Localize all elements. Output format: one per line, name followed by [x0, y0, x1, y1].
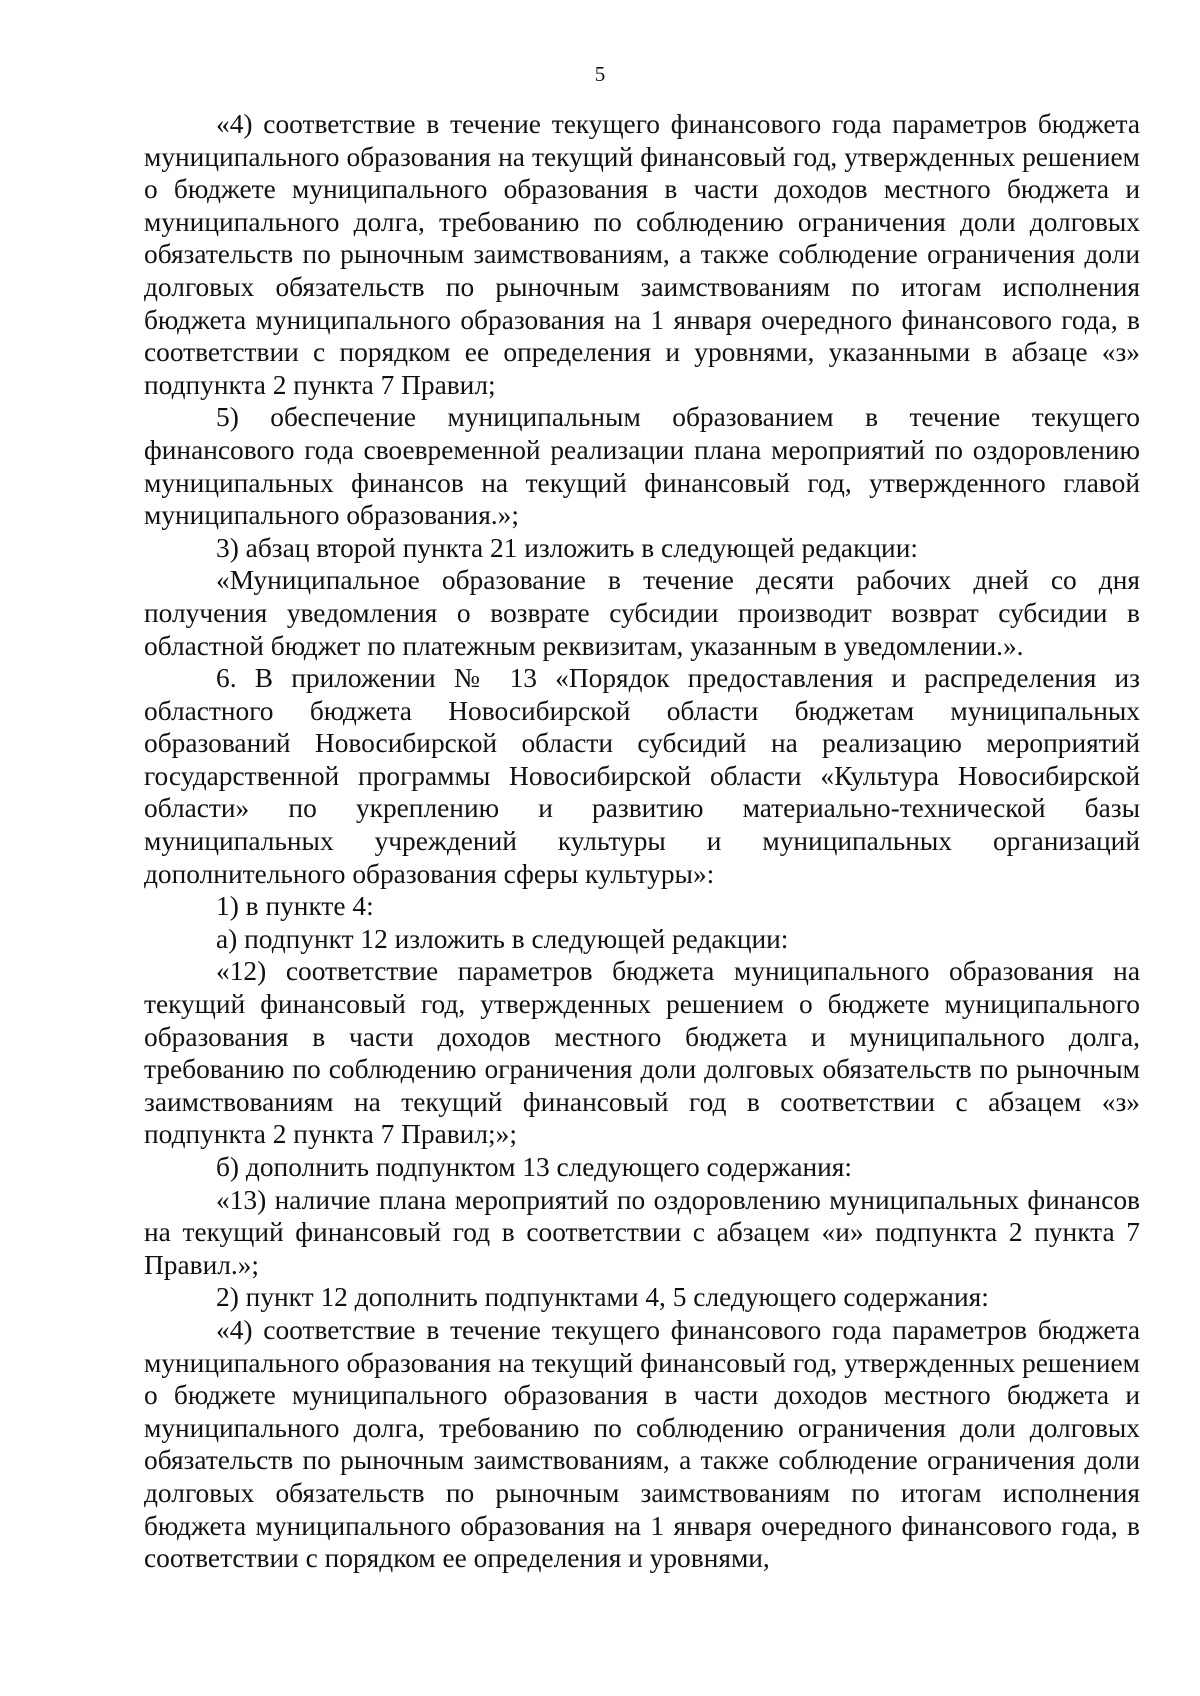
paragraph-subitem-a: а) подпункт 12 изложить в следующей редакции: — [216, 923, 789, 954]
paragraph-item-5-recovery-plan: 5) обеспечение муниципальным образованием в течение текущего финансового года своевременной реализации плана мероприятий по оздоровлению муниципальных финансов на текущий финансовый год, утвержденного главой муниципального образования.»; — [144, 402, 1140, 531]
paragraph-item-2-point-12: 2) пункт 12 дополнить подпунктами 4, 5 следующего содержания: — [216, 1282, 989, 1313]
paragraph-item-12-compliance: «12) соответствие параметров бюджета муниципального образования на текущий финансовый год, утвержденных решением о бюджете муниципального образования в части доходов местного бюджета и муниципального долга, требованию по соблюдению ограничения доли долговых обязательств по рыночным заимствованиям на текущий финансовый год в соответствии с абзацем «з» подпункта 2 пункта 7 Правил;»; — [144, 956, 1140, 1150]
paragraph-item-3-amend-clause-21: 3) абзац второй пункта 21 изложить в следующей редакции: — [216, 532, 918, 563]
paragraph-subitem-b: б) дополнить подпунктом 13 следующего содержания: — [216, 1152, 853, 1182]
document-body — [144, 108, 1140, 1575]
paragraph-item-1-point-4: 1) в пункте 4: — [216, 891, 374, 922]
paragraph-section-6-appendix-13: 6. В приложении № 13 «Порядок предоставления и распределения из областного бюджета Новосибирской области бюджетам муниципальных образований Новосибирской области субсидий на реализацию мероприятий государственной программы Новосибирской области «Культура Новосибирской области» по укреплению и развитию материально-технической базы муниципальных учреждений культуры и муниципальных организаций дополнительного образования сферы культуры»: — [144, 663, 1140, 889]
paragraph-item-4-budget-compliance: «4) соответствие в течение текущего финансового года параметров бюджета муниципального образования на текущий финансовый год, утвержденных решением о бюджете муниципального образования в части доходов местного бюджета и муниципального долга, требованию по соблюдению ограничения доли долговых обязательств по рыночным заимствованиям, а также соблюдение ограничения доли долговых обязательств по рыночным заимствованиям по итогам исполнения бюджета муниципального образования на 1 января очередного финансового года, в соответствии с порядком ее определения и уровнями, указанными в абзаце «з» подпункта 2 пункта 7 Правил; — [144, 109, 1140, 400]
paragraph-item-13-recovery-plan: «13) наличие плана мероприятий по оздоровлению муниципальных финансов на текущий финансовый год в соответствии с абзацем «и» подпункта 2 пункта 7 Правил.»; — [144, 1184, 1140, 1280]
page-number: 5 — [594, 62, 606, 86]
paragraph-item-4-budget-compliance-repeat: «4) соответствие в течение текущего финансового года параметров бюджета муниципального образования на текущий финансовый год, утвержденных решением о бюджете муниципального образования в части доходов местного бюджета и муниципального долга, требованию по соблюдению ограничения доли долговых обязательств по рыночным заимствованиям, а также соблюдение ограничения доли долговых обязательств по рыночным заимствованиям по итогам исполнения бюджета муниципального образования на 1 января очередного финансового года, в соответствии с порядком ее определения и уровнями, — [144, 1314, 1140, 1574]
paragraph-subsidy-return: «Муниципальное образование в течение десяти рабочих дней со дня получения уведомления о возврате субсидии производит возврат субсидии в областной бюджет по платежным реквизитам, указанным в уведомлении.». — [144, 565, 1140, 661]
